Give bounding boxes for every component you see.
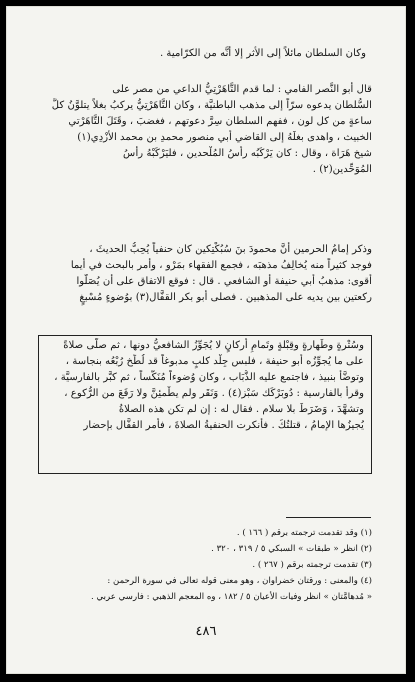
- text-line: ساعةٍ من كل لون ، ففهم السلطان سِرَّ دعوتهم ، فغضبَ ، وقَتَلَ التَّاهَرْتي: [68, 116, 372, 127]
- text-line: وذكر إمامُ الحرمين أنَّ محمودَ بنَ سُبُكْتِكين كان حنفياً يُحِبُّ الحديثَ ،: [89, 244, 372, 255]
- text-line: الخبيث ، واهدى بغلَهُ إلى القاضي أبي منصور محمدِ بن محمد الأزْدِي(١): [77, 132, 372, 143]
- text-line: ركعتين بين يديه على المذهبين . فصلى أبو بكر القفَّال(٣) بوُضوءٍ مُسْبغٍ: [79, 292, 372, 303]
- footnote-4-continued: « مُدهامَّتان » انظر وفيات الأعيان ٥ / ١٨٢ ، وه المعجم الذهبي : فارسي عربي .: [91, 592, 372, 602]
- page-number: ٤٨٦: [195, 624, 217, 639]
- text-line: وقرأ بالفارسية : دُوبَرْكَك سَبْز(٤) . وَنَقَر ولم يطْمئِنَّ ولا رَفَعَ من الرُّكوع ،: [64, 388, 364, 399]
- footnote-2: (٢) انظر « طبقات » السبكي ٥ / ٣١٩ ، ٣٢٠ .: [211, 544, 372, 554]
- text-line: السُّلطان يدعوه سرّاً إلى مذهب الباطنيَّة ، وكان التَّاهَرْتِيُّ يركبُ بغلاً يتلوَّنُ كلَّ: [51, 100, 372, 111]
- intro-line: [54, 46, 366, 62]
- text-line: فوجد كثيراً منه يُخالِفُ مذهبَه ، فجمع الفقهاء بمَرْو ، وأمر بالبحث في أيما: [70, 260, 372, 271]
- text-line: على ما يُجوِّزُه أبو حنيفة ، فلبس جِلْد كلبٍ مدبوغاً قد لُطِّخ رُبْعُه بنجاسة ،: [65, 356, 364, 367]
- text-line: وتشهَّدَ ، وَضَرَطَ بلا سلام . فقال له : إن لم تكن هذه الصلاةُ: [118, 404, 364, 415]
- footnote-4: (٤) والمعنى : ورقتان خضراوان ، وهو معنى قوله تعالى في سورة الرحمن :: [107, 576, 372, 586]
- text-line: وسُتْرةٍ وطَهارةٍ وقِبْلةٍ وتَمامِ أركانٍ لا يُجَوِّزُ الشافعيُّ دونها ، ثم صلَّى صلاةً: [63, 340, 364, 351]
- footnote-divider: [286, 517, 371, 518]
- text-line: قال أبو النَّصر الفامي : لما قدم التَّاهَرْتِيُّ الداعي من مصر على: [112, 84, 372, 95]
- book-page: [6, 6, 406, 674]
- paragraph-1: [42, 82, 372, 178]
- text-line: وتوضَّأ بنبيذ ، فاجتمع عليه الذُّبَاب ، وكان وُضوءاً مُنَكَّساً ، ثم كبَّر بالفارسيَّة ،: [54, 372, 364, 383]
- text-line: يُجيزُها الإمامُ ، قتلتُكَ . فأنكرت الحنفيةُ الصلاةَ ، فأمر القفَّال بإحضار: [83, 420, 364, 431]
- boxed-passage: [46, 338, 364, 434]
- paragraph-2: [42, 242, 372, 306]
- text-line: وكان السلطان مائلاً إلى الأثر إلا أنَّه من الكرّامية .: [159, 48, 366, 59]
- footnote-1: (١) وقد تقدمت ترجمته برقم ( ١٦٦ ) .: [236, 528, 372, 538]
- text-line: المُوَحِّدين(٢) .: [312, 164, 372, 175]
- text-line: شيخ هَرَاة ، وقال : كان يَرْكَبُه رأسُ المُلْحدين ، فليَرْكَبْهُ رأسُ: [123, 148, 372, 159]
- text-line: أقوى: مذهبُ أبي حنيفة أو الشافعي . قال : فوقع الاتفاق على أن يُصَلُّوا: [76, 276, 372, 287]
- footnote-3: (٣) تقدمت ترجمته برقم ( ٢٦٧ ) .: [252, 560, 372, 570]
